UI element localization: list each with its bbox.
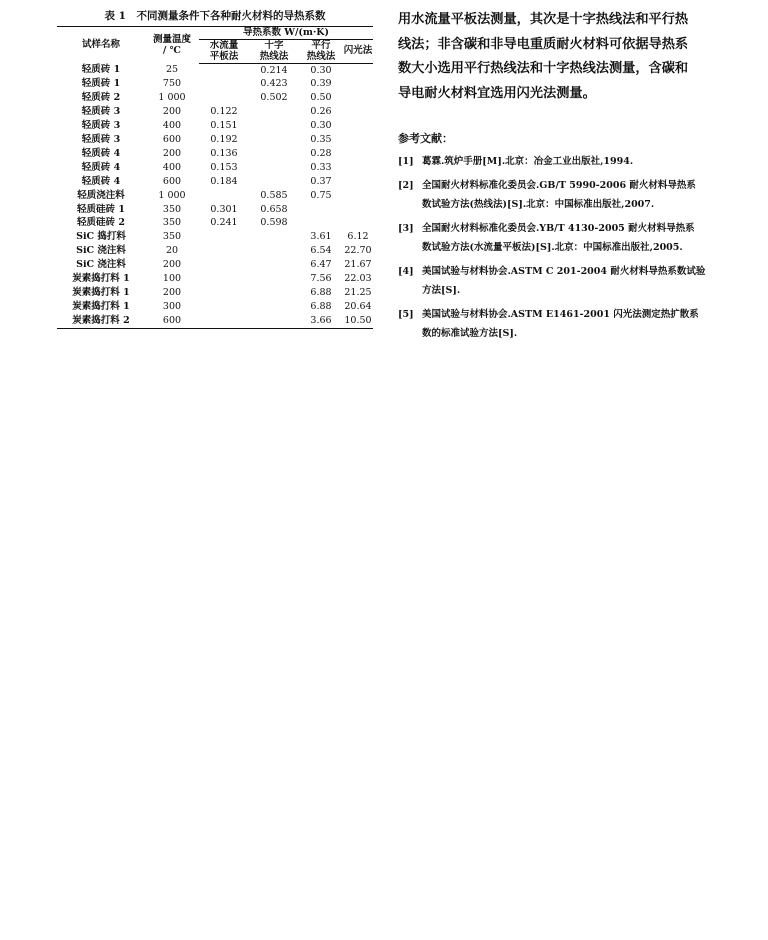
cell-water-flow-plate: 0.301 — [210, 203, 238, 215]
cell-flash — [343, 105, 373, 119]
text-section — [398, 8, 718, 348]
cell-cross-hot-wire — [249, 230, 299, 244]
cell-water-flow-plate — [199, 189, 249, 203]
cell-flash — [343, 77, 373, 91]
cell-name: 轻质硅砖 1 — [77, 203, 125, 215]
cell-flash: 22.03 — [344, 273, 372, 285]
table-section — [57, 8, 373, 329]
cell-cross-hot-wire — [249, 286, 299, 300]
table-row — [57, 314, 373, 328]
cell-name: 炭素捣打料 1 — [72, 273, 130, 285]
header-m2-line1: 十字 — [264, 39, 284, 51]
table-row — [57, 189, 373, 203]
cell-parallel-hot-wire: 6.88 — [310, 287, 332, 298]
cell-cross-hot-wire — [249, 272, 299, 286]
cell-cross-hot-wire: 0.423 — [260, 78, 288, 90]
cell-name: 轻质砖 4 — [81, 161, 121, 173]
reference-item — [398, 152, 718, 172]
body-paragraph — [398, 8, 718, 106]
reference-text-line: 数试验方法(热线法)[S].北京：中国标准出版社,2007. — [422, 199, 655, 210]
cell-name: SiC 浇注料 — [76, 245, 126, 257]
header-m1-line2: 平板法 — [209, 51, 239, 62]
cell-cross-hot-wire — [249, 105, 299, 119]
cell-temp: 25 — [165, 64, 179, 76]
cell-water-flow-plate — [199, 244, 249, 258]
cell-cross-hot-wire — [249, 147, 299, 161]
header-temp-line1: 测量温度 — [152, 33, 191, 45]
reference-text-line: 方法[S]. — [422, 285, 461, 296]
cell-cross-hot-wire — [249, 119, 299, 133]
cell-temp: 350 — [162, 231, 182, 243]
cell-parallel-hot-wire: 0.30 — [310, 64, 332, 76]
cell-name: 轻质浇注料 — [77, 189, 125, 201]
cell-flash — [343, 203, 373, 217]
cell-name: 轻质砖 2 — [81, 92, 121, 104]
cell-parallel-hot-wire: 0.39 — [310, 78, 332, 90]
cell-flash — [343, 91, 373, 105]
header-name: 试样名称 — [57, 27, 145, 64]
table-caption: 表 1 不同测量条件下各种耐火材料的导热系数 — [104, 10, 326, 22]
table-row — [57, 244, 373, 258]
cell-cross-hot-wire: 0.502 — [260, 92, 288, 104]
cell-parallel-hot-wire: 0.30 — [310, 120, 332, 132]
table-row — [57, 147, 373, 161]
cell-temp: 20 — [165, 245, 179, 257]
reference-text-line: 葛霖.筑炉手册[M].北京：冶金工业出版社,1994. — [422, 156, 634, 167]
header-m1 — [199, 39, 249, 63]
cell-flash: 21.67 — [344, 259, 372, 271]
cell-temp: 350 — [162, 217, 182, 229]
cell-temp: 100 — [162, 273, 182, 285]
cell-flash: 20.64 — [344, 300, 372, 312]
cell-name: 炭素捣打料 1 — [72, 300, 130, 312]
table-row — [57, 203, 373, 217]
header-m1-line1: 水流量 — [209, 39, 239, 51]
cell-parallel-hot-wire — [299, 203, 343, 217]
cell-temp: 400 — [162, 161, 182, 173]
cell-temp: 400 — [162, 120, 182, 132]
cell-name: 炭素捣打料 2 — [57, 314, 145, 328]
cell-water-flow-plate — [199, 258, 249, 272]
cell-flash — [343, 147, 373, 161]
cell-temp: 200 — [162, 259, 182, 271]
cell-temp: 200 — [162, 106, 182, 118]
cell-cross-hot-wire: 0.598 — [260, 217, 288, 229]
table-row — [57, 63, 373, 77]
cell-water-flow-plate — [199, 77, 249, 91]
reference-item — [398, 176, 718, 215]
reference-text — [422, 219, 718, 258]
cell-parallel-hot-wire: 0.28 — [310, 147, 332, 159]
body-text-line: 用水流量平板法测量，其次是十字热线法和平行热 — [398, 12, 689, 27]
cell-water-flow-plate — [199, 314, 249, 328]
cell-flash — [343, 63, 373, 77]
cell-name: SiC 捣打料 — [76, 231, 126, 243]
cell-temp: 300 — [162, 300, 182, 312]
cell-parallel-hot-wire: 3.61 — [310, 231, 332, 243]
cell-parallel-hot-wire: 6.88 — [310, 300, 332, 312]
cell-temp: 600 — [162, 134, 182, 146]
table-row — [57, 175, 373, 189]
table-row — [57, 286, 373, 300]
body-text-line: 数大小选用平行热线法和十字热线法测量，含碳和 — [398, 61, 689, 76]
cell-parallel-hot-wire: 6.54 — [310, 245, 332, 257]
table-row — [57, 91, 373, 105]
header-m2-line2: 热线法 — [259, 51, 289, 62]
reference-text-line: 数的标准试验方法[S]. — [422, 328, 518, 339]
cell-name: 轻质砖 3 — [81, 134, 121, 146]
cell-temp: 350 — [162, 203, 182, 215]
reference-number: [3] — [398, 222, 414, 234]
cell-water-flow-plate — [199, 230, 249, 244]
table-row — [57, 272, 373, 286]
reference-number: [4] — [398, 265, 414, 277]
header-m2 — [249, 39, 299, 63]
body-text-line: 导电耐火材料宜选用闪光法测量。 — [398, 85, 596, 101]
table-row — [57, 119, 373, 133]
cell-cross-hot-wire — [249, 314, 299, 328]
cell-temp: 1 000 — [158, 189, 186, 201]
header-group: 导热系数 W/(m·K) — [199, 27, 373, 40]
header-temp-line2: / ℃ — [162, 45, 182, 56]
cell-name: 炭素捣打料 1 — [72, 287, 130, 298]
cell-water-flow-plate: 0.184 — [210, 175, 238, 187]
cell-cross-hot-wire: 0.585 — [260, 189, 288, 201]
reference-number: [2] — [398, 179, 414, 191]
cell-name: 轻质砖 3 — [81, 106, 121, 118]
cell-temp: 200 — [162, 287, 182, 298]
cell-parallel-hot-wire: 3.66 — [299, 314, 343, 328]
cell-cross-hot-wire — [249, 300, 299, 314]
reference-text-line: 数试验方法(水流量平板法)[S].北京：中国标准出版社,2005. — [422, 242, 683, 253]
cell-parallel-hot-wire: 0.50 — [310, 92, 332, 104]
reference-text-line: 全国耐火材料标准化委员会.YB/T 4130-2005 耐火材料导热系 — [422, 222, 695, 234]
cell-flash — [343, 189, 373, 203]
cell-water-flow-plate — [199, 63, 249, 77]
cell-water-flow-plate: 0.151 — [210, 120, 238, 132]
cell-parallel-hot-wire: 7.56 — [310, 273, 332, 285]
table-row — [57, 133, 373, 147]
thermal-conductivity-table — [57, 26, 373, 329]
cell-temp: 1 000 — [158, 92, 186, 104]
cell-flash: 6.12 — [347, 231, 369, 243]
cell-cross-hot-wire — [249, 161, 299, 175]
reference-text — [422, 262, 718, 301]
reference-text-line: 美国试验与材料协会.ASTM C 201-2004 耐火材料导热系数试验 — [422, 265, 706, 277]
cell-parallel-hot-wire: 0.37 — [310, 175, 332, 187]
header-m3 — [299, 39, 343, 63]
reference-text-line: 美国试验与材料协会.ASTM E1461-2001 闪光法测定热扩散系 — [422, 308, 699, 320]
header-temp — [145, 27, 199, 64]
cell-cross-hot-wire: 0.214 — [260, 64, 288, 76]
table-row — [57, 105, 373, 119]
cell-water-flow-plate — [199, 91, 249, 105]
cell-flash — [343, 119, 373, 133]
header-m3-line2: 热线法 — [306, 51, 336, 62]
table-row — [57, 258, 373, 272]
cell-parallel-hot-wire: 0.26 — [310, 106, 332, 118]
table-row — [57, 77, 373, 91]
cell-temp: 600 — [145, 314, 199, 328]
cell-name: 轻质砖 4 — [81, 175, 121, 187]
reference-text — [422, 176, 718, 215]
cell-water-flow-plate: 0.122 — [210, 106, 238, 118]
cell-name: 轻质砖 4 — [81, 147, 121, 159]
cell-parallel-hot-wire: 0.75 — [310, 189, 332, 201]
header-m4: 闪光法 — [343, 39, 373, 63]
cell-parallel-hot-wire: 0.35 — [310, 134, 332, 146]
cell-water-flow-plate — [199, 272, 249, 286]
cell-flash — [343, 216, 373, 230]
cell-flash: 22.70 — [344, 245, 372, 257]
reference-number: [1] — [398, 156, 414, 167]
references-list — [398, 152, 718, 344]
cell-parallel-hot-wire: 0.33 — [310, 161, 332, 173]
cell-cross-hot-wire — [249, 258, 299, 272]
table-body — [57, 63, 373, 328]
cell-name: 轻质砖 1 — [81, 78, 121, 90]
cell-temp: 600 — [162, 175, 182, 187]
cell-name: 轻质砖 1 — [81, 64, 121, 76]
cell-flash — [343, 175, 373, 189]
cell-parallel-hot-wire: 6.47 — [310, 259, 332, 271]
reference-number: [5] — [398, 308, 414, 320]
reference-text-line: 全国耐火材料标准化委员会.GB/T 5990-2006 耐火材料导热系 — [422, 179, 696, 191]
table-row — [57, 300, 373, 314]
references-title: 参考文献： — [398, 132, 453, 145]
cell-parallel-hot-wire — [299, 216, 343, 230]
table-row — [57, 216, 373, 230]
cell-water-flow-plate: 0.136 — [210, 147, 238, 159]
header-m3-line1: 平行 — [311, 39, 331, 51]
cell-flash — [343, 133, 373, 147]
cell-flash: 21.25 — [344, 287, 372, 298]
reference-item — [398, 262, 718, 301]
cell-name: 轻质硅砖 2 — [77, 217, 125, 229]
cell-water-flow-plate: 0.153 — [210, 161, 238, 173]
body-text-line: 线法；非含碳和非导电重质耐火材料可依据导热系 — [398, 36, 689, 52]
cell-name: 轻质砖 3 — [81, 120, 121, 132]
cell-water-flow-plate: 0.192 — [210, 134, 238, 146]
cell-cross-hot-wire — [249, 133, 299, 147]
cell-temp: 750 — [162, 78, 182, 90]
cell-flash — [343, 161, 373, 175]
reference-text — [422, 305, 718, 344]
cell-cross-hot-wire: 0.658 — [260, 203, 288, 215]
reference-item — [398, 305, 718, 344]
cell-cross-hot-wire — [249, 244, 299, 258]
cell-water-flow-plate — [199, 300, 249, 314]
cell-flash: 10.50 — [343, 314, 373, 328]
cell-water-flow-plate: 0.241 — [210, 217, 238, 229]
reference-item — [398, 219, 718, 258]
table-row — [57, 230, 373, 244]
reference-text — [422, 152, 718, 172]
cell-cross-hot-wire — [249, 175, 299, 189]
cell-temp: 200 — [162, 147, 182, 159]
cell-name: SiC 浇注料 — [76, 259, 126, 271]
table-row — [57, 161, 373, 175]
cell-water-flow-plate — [199, 286, 249, 300]
